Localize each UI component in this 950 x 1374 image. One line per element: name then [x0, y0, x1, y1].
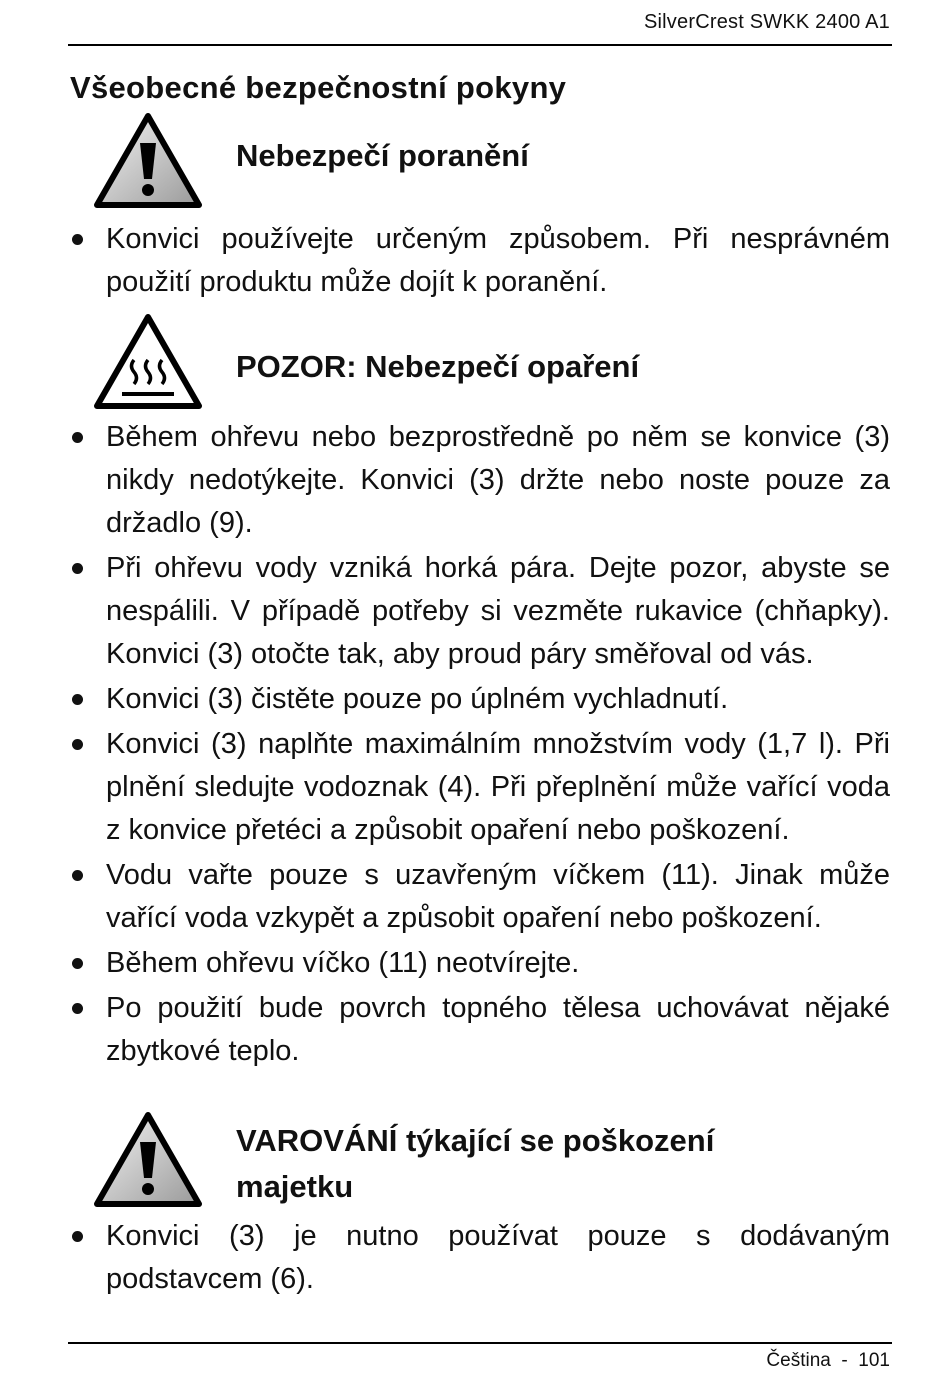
list-item: Konvici (3) je nutno používat pouze s dodávaným podstavcem (6).: [70, 1215, 890, 1301]
warning-heading-injury: Nebezpečí poranění: [236, 138, 529, 173]
bullet-icon: [72, 958, 83, 969]
list-item: Během ohřevu nebo bezprostředně po něm se konvice (3) nikdy nedotýkejte. Konvici (3) držte nebo noste pouze za držadlo (9).: [70, 416, 890, 545]
list-item: Vodu vařte pouze s uzavřeným víčkem (11). Jinak může vařící voda vzkypět a způsobit opaření nebo poškození.: [70, 854, 890, 940]
list-item: Během ohřevu víčko (11) neotvírejte.: [70, 942, 890, 985]
footer-rule: [68, 1342, 892, 1344]
warning-heading-property-damage: [236, 1118, 714, 1210]
warning-list-property-damage: [70, 1215, 890, 1303]
bullet-icon: [72, 870, 83, 881]
list-item: Konvici používejte určeným způsobem. Při nesprávném použití produktu může dojít k poranění.: [70, 218, 890, 304]
list-item: Při ohřevu vody vzniká horká pára. Dejte pozor, abyste se nespálili. V případě potřeby si vezměte rukavice (chňapky). Konvici (3) otočte tak, aby proud páry směřoval od vás.: [70, 547, 890, 676]
list-item: Po použití bude povrch topného tělesa uchovávat nějaké zbytkové teplo.: [70, 987, 890, 1073]
exclamation-warning-icon: [94, 1112, 202, 1208]
footer-page-label: Čeština - 101: [766, 1350, 890, 1371]
bullet-icon: [72, 739, 83, 750]
exclamation-warning-icon: [94, 113, 202, 209]
section-title: Všeobecné bezpečnostní pokyny: [70, 70, 567, 105]
bullet-icon: [72, 694, 83, 705]
bullet-icon: [72, 1231, 83, 1242]
warning-heading-scalding: POZOR: Nebezpečí opaření: [236, 349, 640, 384]
list-item: Konvici (3) naplňte maximálním množstvím vody (1,7 l). Při plnění sledujte vodoznak (4). Při přeplnění může vařící voda z konvice přetéci a způsobit opaření nebo poškození.: [70, 723, 890, 852]
warning-list-scalding: [70, 416, 890, 1075]
warning-heading-line: majetku: [236, 1169, 354, 1204]
list-item: Konvici (3) čistěte pouze po úplném vychladnutí.: [70, 678, 890, 721]
bullet-icon: [72, 563, 83, 574]
warning-list-injury: [70, 218, 890, 306]
header-rule: [68, 44, 892, 46]
bullet-icon: [72, 432, 83, 443]
bullet-icon: [72, 234, 83, 245]
bullet-icon: [72, 1003, 83, 1014]
hot-surface-warning-icon: [94, 314, 202, 410]
header-product-name: SilverCrest SWKK 2400 A1: [643, 11, 890, 33]
warning-heading-line: VAROVÁNÍ týkající se poškození: [236, 1123, 715, 1158]
